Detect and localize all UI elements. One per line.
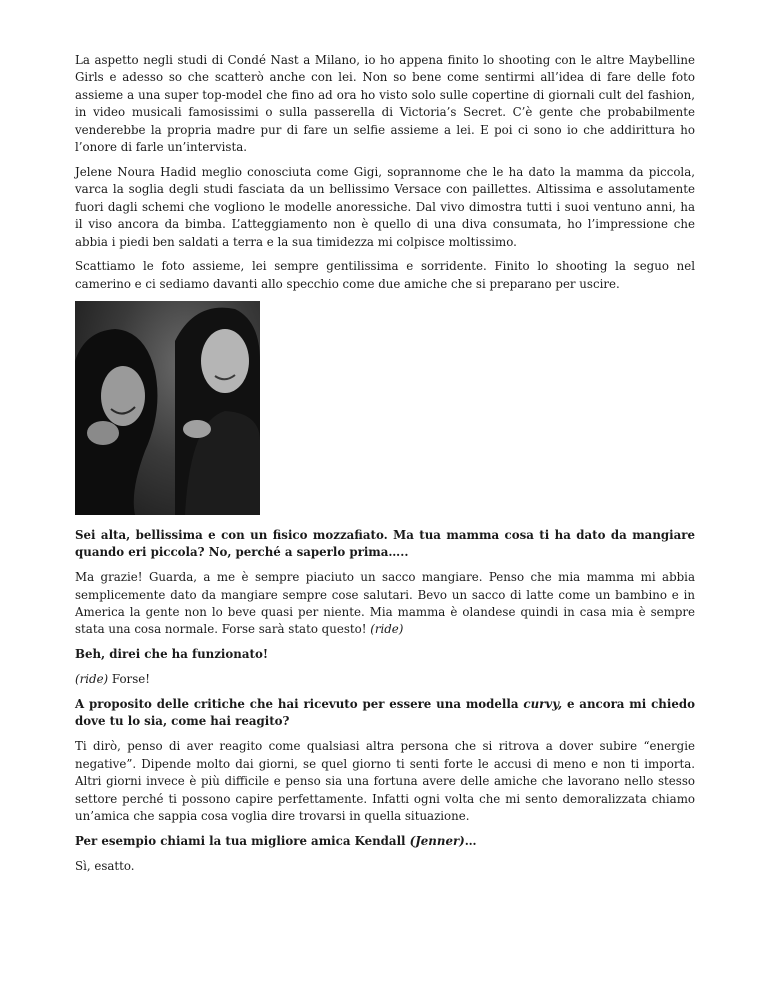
question-4-pre: Per esempio chiami la tua migliore amica Kendall xyxy=(75,833,410,848)
answer-1-aside: (ride) xyxy=(370,622,404,637)
answer-1-text: Ma grazie! Guarda, a me è sempre piaciuto un sacco mangiare. Penso che mia mamma mi abbia semplicemente dato da mangiare sempre cose salutari. Bevo un sacco di latte come un bambino e in America la gente non lo beve quasi per niente. Mia mamma è olandese quindi in casa mia è sempre stata una cosa normale. Forse sarà stato questo! xyxy=(75,570,695,637)
intro-paragraph-3: Scattiamo le foto assieme, lei sempre gentilissima e sorridente. Finito lo shooting la seguo nel camerino e ci sediamo davanti allo specchio come due amiche che si preparano per uscire. xyxy=(75,259,695,291)
photo-two-women xyxy=(75,301,260,515)
question-3-italic: curvy, xyxy=(523,697,563,712)
question-4-post: … xyxy=(464,833,477,848)
answer-1 xyxy=(75,569,695,639)
intro-paragraph-2: Jelene Noura Hadid meglio conosciuta come Gigi, soprannome che le ha dato la mamma da piccola, varca la soglia degli studi fasciata da un bellissimo Versace con paillettes. Altissima e assolutamente fuori dagli schemi che vogliono le modelle anoressiche. Dal vivo dimostra tutti i suoi ventuno anni, ha il viso ancora da bimba. L’atteggiamento non è quello di una diva consumata, ho l’impressione che abbia i piedi ben saldati a terra e la sua timidezza mi colpisce moltissimo. xyxy=(75,164,695,249)
question-3-post: e ancora mi chiedo dove tu lo sia, come hai reagito? xyxy=(75,697,695,729)
photo-illustration xyxy=(75,301,260,515)
question-3 xyxy=(75,696,695,731)
answer-4: Sì, esatto. xyxy=(75,858,135,873)
intro-paragraph-1: La aspetto negli studi di Condé Nast a Milano, io ho appena finito lo shooting con le altre Maybelline Girls e adesso so che scatterò anche con lei. Non so bene come sentirmi all’idea di fare delle foto assieme a una super top-model che fino ad ora ho visto solo sulle copertine di giornali cult del fashion, in video musicali famosissimi o sulla passerella di Victoria’s Secret. C’è gente che probabilmente venderebbe la propria madre pur di fare un selfie assieme a lei. E poi ci sono io che addirittura ho l’onore di farle un’intervista. xyxy=(75,53,695,155)
question-4 xyxy=(75,833,695,850)
question-2: Beh, direi che ha funzionato! xyxy=(75,647,269,662)
answer-2 xyxy=(75,671,695,688)
question-3-pre: A proposito delle critiche che hai ricevuto per essere una modella xyxy=(75,697,524,712)
article-body xyxy=(75,52,695,883)
question-1: Sei alta, bellissima e con un fisico mozzafiato. Ma tua mamma cosa ti ha dato da mangiare quando eri piccola? No, perché a saperlo prima….. xyxy=(75,527,695,560)
answer-2-aside: (ride) xyxy=(75,672,109,687)
question-4-italic: (Jenner) xyxy=(409,833,465,848)
answer-3: Ti dirò, penso di aver reagito come qualsiasi altra persona che si ritrova a dover subire “energie negative”. Dipende molto dai giorni, se quel giorno ti senti forte le accusi di meno e non ti importa. Altri giorni invece è più difficile e penso sia una fortuna avere delle amiche che lavorano nello stesso settore perché ti possono capire perfettamente. Infatti ogni volta che mi sento demoralizzata chiamo un’amica che sappia cosa voglia dire trovarsi in quella situazione. xyxy=(75,739,695,823)
answer-2-text: Forse! xyxy=(108,672,150,687)
